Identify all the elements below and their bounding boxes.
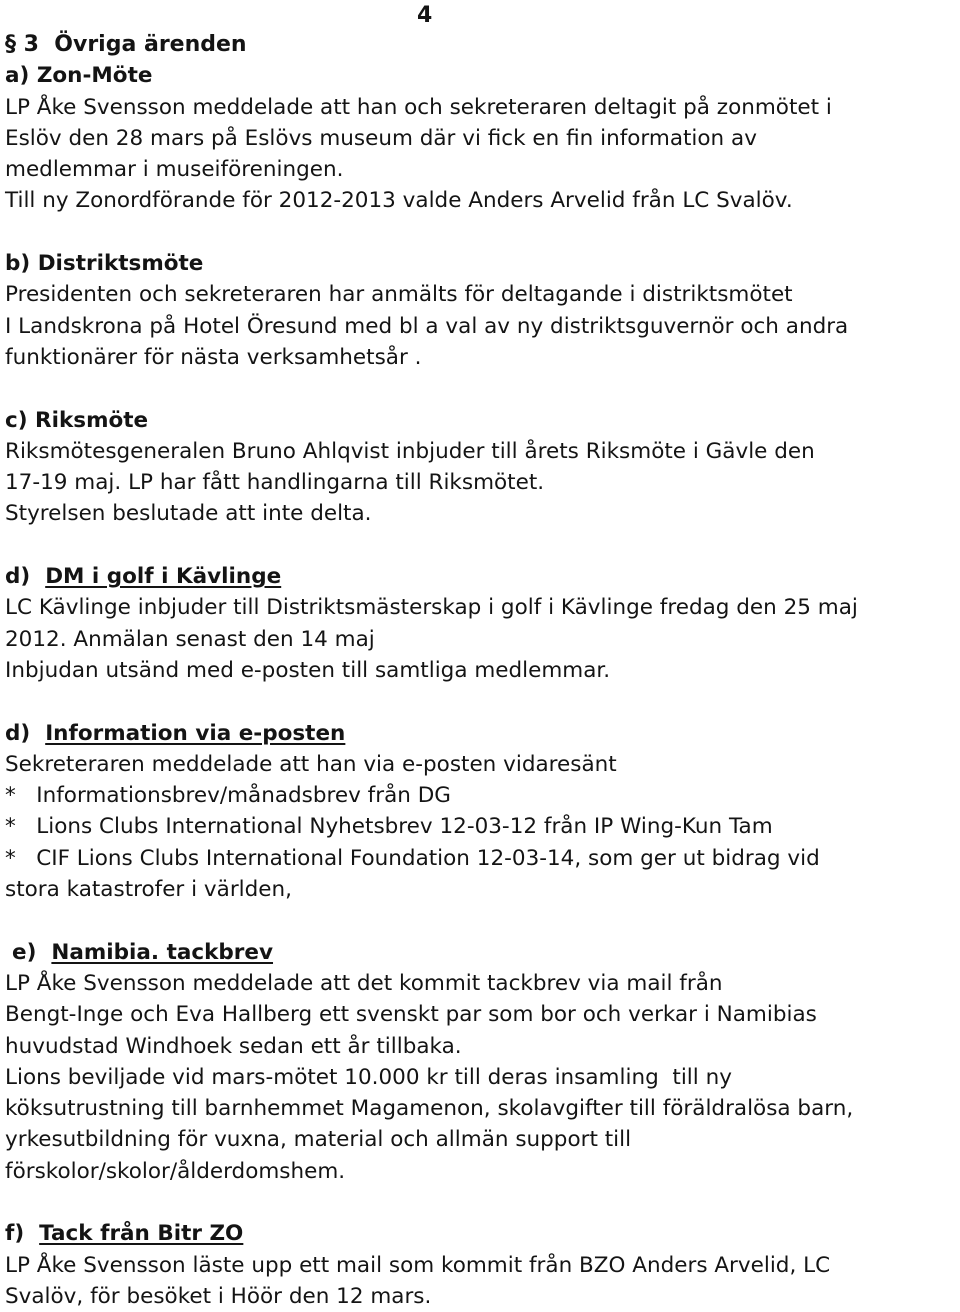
item-c-line: Riksmötesgeneralen Bruno Ahlqvist inbjuder till årets Riksmöte i Gävle den [5,438,815,464]
item-e-title: Namibia. tackbrev [51,939,274,965]
spacer [5,905,960,936]
item-b-heading: b) Distriktsmöte [5,251,204,277]
item-d-golf-line: 2012. Anmälan senast den 14 maj [5,626,375,652]
item-d-info-title: Information via e-posten [45,720,346,746]
item-d-info-prefix: d) [5,720,46,746]
item-d-golf-title: DM i golf i Kävlinge [45,564,282,590]
item-e-line: LP Åke Svensson meddelade att det kommit tackbrev via mail från [5,970,723,996]
item-e-line: huvudstad Windhoek sedan ett år tillbaka. [5,1033,462,1059]
item-c-line: 17-19 maj. LP har fått handlingarna till Riksmötet. [5,470,545,496]
item-e-heading [5,937,960,968]
item-d-golf-prefix: d) [5,564,46,590]
item-a-heading: a) Zon-Möte [5,63,153,89]
item-f-prefix: f) [5,1221,40,1247]
spacer [5,217,960,248]
item-a-line: Till ny Zonordförande för 2012-2013 valde Anders Arvelid från LC Svalöv. [5,188,793,214]
item-e-line: köksutrustning till barnhemmet Magamenon, skolavgifter till föräldralösa barn, [5,1096,854,1122]
document-body [5,29,960,1312]
spacer [5,373,960,404]
spacer [5,1187,960,1218]
item-e-line: yrkesutbildning för vuxna, material och allmän support till [5,1127,632,1153]
item-b-line: Presidenten och sekreteraren har anmälts för deltagande i distriktsmötet [5,282,793,308]
item-b-line: funktionärer för nästa verksamhetsår . [5,344,422,370]
item-d-info-bullet: * CIF Lions Clubs International Foundation 12-03-14, som ger ut bidrag vid [5,845,820,871]
item-e-prefix: e) [12,939,52,965]
item-f-line: LP Åke Svensson läste upp ett mail som kommit från BZO Anders Arvelid, LC [5,1252,831,1278]
item-d-golf-line: LC Kävlinge inbjuder till Distriktsmästerskap i golf i Kävlinge fredag den 25 maj [5,595,858,621]
section-title: § 3 Övriga ärenden [5,32,247,57]
item-f-heading [5,1218,960,1249]
item-a-line: medlemmar i museiföreningen. [5,157,344,183]
item-b-line: I Landskrona på Hotel Öresund med bl a val av ny distriktsguvernör och andra [5,313,849,339]
item-f-line: Svalöv, för besöket i Höör den 12 mars. [5,1283,432,1309]
item-e-line: förskolor/skolor/ålderdomshem. [5,1158,346,1184]
item-e-line: Lions beviljade vid mars-mötet 10.000 kr till deras insamling till ny [5,1064,732,1090]
item-c-line: Styrelsen beslutade att inte delta. [5,501,372,527]
item-a-line: Eslöv den 28 mars på Eslövs museum där vi fick en fin information av [5,125,757,151]
page-number: 4 [417,3,433,28]
spacer [5,686,960,717]
item-d-info-bullet: * Lions Clubs International Nyhetsbrev 12-03-12 från IP Wing-Kun Tam [5,814,773,840]
item-d-golf-heading [5,561,960,592]
item-c-heading: c) Riksmöte [5,407,149,433]
item-d-info-heading [5,718,960,749]
item-d-info-bullet: * Informationsbrev/månadsbrev från DG [5,783,451,809]
item-d-golf-line: Inbjudan utsänd med e-posten till samtliga medlemmar. [5,657,611,683]
item-f-title: Tack från Bitr ZO [39,1221,244,1247]
spacer [5,530,960,561]
item-a-line: LP Åke Svensson meddelade att han och sekreteraren deltagit på zonmötet i [5,94,832,120]
item-d-info-line: Sekreteraren meddelade att han via e-posten vidaresänt [5,751,617,777]
item-e-line: Bengt-Inge och Eva Hallberg ett svenskt par som bor och verkar i Namibias [5,1002,817,1028]
item-d-info-line: stora katastrofer i världen, [5,877,292,903]
